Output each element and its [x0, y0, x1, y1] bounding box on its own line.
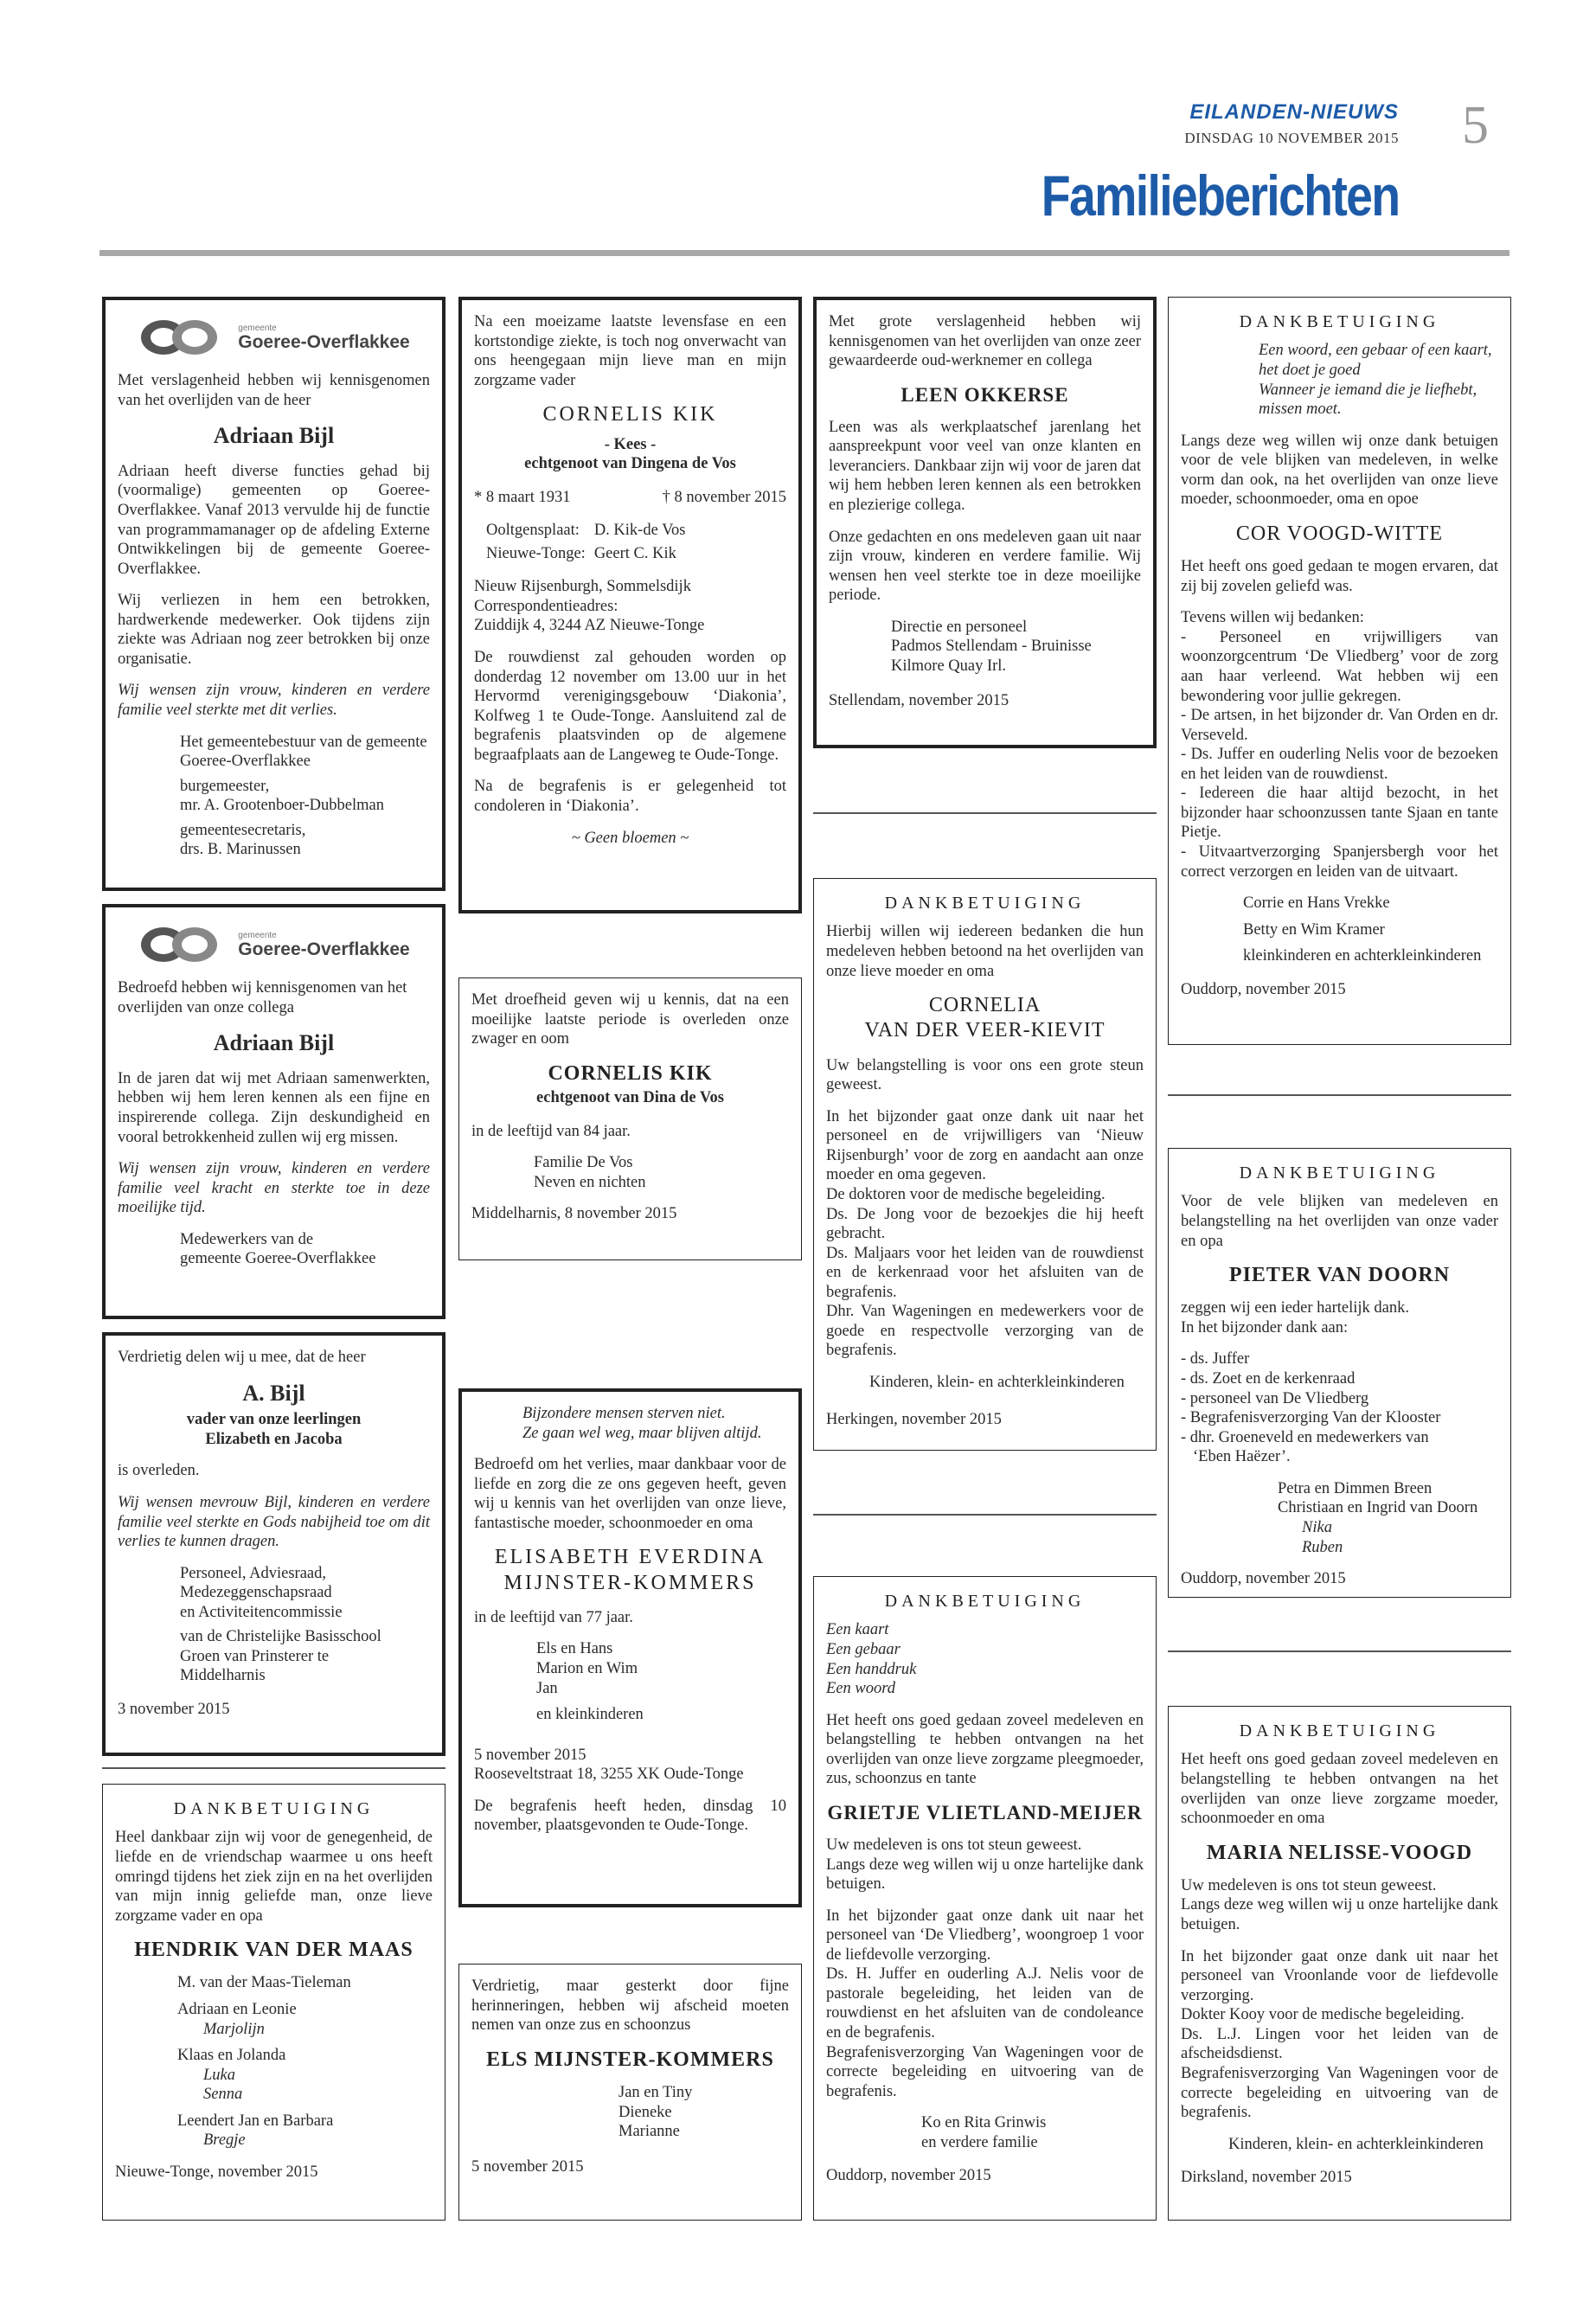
signatory: Middelharnis — [180, 1667, 266, 1685]
family-member: Jan — [536, 1679, 558, 1697]
notice-paragraph: De begrafenis heeft heden, dinsdag 10 november, plaatsgevonden te Oude-Tonge. — [474, 1797, 786, 1835]
signatory: burgemeester, — [180, 777, 270, 795]
quote: missen moet. — [1259, 401, 1342, 419]
signatory: kleinkinderen en achterkleinkinderen — [1243, 947, 1482, 965]
notice-paragraph: In de jaren dat wij met Adriaan samenwerkten, hebben wij hem leren kennen als een fijne en inspirerende collega. Zijn deskundigheid en vooral betrokkenheid zullen wij erg missen. — [118, 1069, 430, 1146]
signatory: en Activiteitencommissie — [180, 1603, 343, 1621]
column-divider — [102, 1767, 445, 1769]
notice-paragraph: Ds. Maljaars voor het leiden van de rouwdienst en de kerkenraad voor het afsluiten van de begrafenis. — [826, 1244, 1144, 1301]
notice-paragraph: Uw medeleven is ons tot steun geweest. — [1181, 1876, 1437, 1894]
deceased-name: CORNELIS KIK — [542, 403, 718, 426]
signatory: Kilmore Quay Irl. — [891, 657, 1007, 675]
signatory: Medezeggenschapsraad — [180, 1584, 332, 1602]
notice-maria-nelisse-voogd — [1168, 1706, 1511, 2221]
section-title: Familieberichten — [1041, 163, 1399, 228]
notice-paragraph: Heel dankbaar zijn wij voor de genegenheid, de liefde en de vriendschap waarmee u ons heeft omringd tijdens het ziek zijn en na het overlijden van mijn innig geliefde man, onze lieve zorgzame vader en opa — [115, 1829, 433, 1925]
quote: Een gebaar — [826, 1640, 901, 1658]
thanks-item: - Begrafenisverzorging Van der Klooster — [1181, 1409, 1441, 1427]
deceased-name: VAN DER VEER-KIEVIT — [864, 1019, 1106, 1042]
notice-intro: Verdrietig, maar gesterkt door fijne herinneringen, hebben wij afscheid moeten nemen van onze zus en schoonzus — [471, 1977, 789, 2035]
notice-intro: Met grote verslagenheid hebben wij kennisgenomen van het overlijden van onze zeer gewaardeerde oud-werknemer en collega — [829, 313, 1141, 370]
brand-logo: EILANDEN-NIEUWS — [1189, 100, 1399, 124]
family-member: Adriaan en Leonie — [177, 2001, 297, 2019]
notice-paragraph: Dhr. Van Wageningen en medewerkers voor de goede en respectvolle verzorging van de begrafenis. — [826, 1303, 1144, 1360]
notice-paragraph: Leen was als werkplaatschef jarenlang het aanspreekpunt voor veel van onze klanten en leveranciers. Dankbaar zijn wij voor de jaren dat wij hem hebben leren kennen als een betrokken en plezierige collega. — [829, 418, 1141, 514]
notice-paragraph: Tevens willen wij bedanken: — [1181, 609, 1364, 627]
notice-cornelis-kik-nephews — [458, 977, 802, 1260]
dankbetuiging-header: DANKBETUIGING — [173, 1799, 375, 1818]
notice-intro: Bedroefd om het verlies, maar dankbaar voor de liefde en zorg die ze ons gegeven heeft, geven wij u kennis van het overlijden van onze lieve, fantastische moeder, schoonmoeder en oma — [474, 1456, 786, 1532]
family-member: en kleinkinderen — [536, 1706, 644, 1724]
notice-paragraph: Begrafenisverzorging Van Wageningen voor de correcte begeleiding en uitvoering van de begrafenis. — [1181, 2064, 1498, 2122]
notice-paragraph: Uw belangstelling is voor ons een grote steun geweest. — [826, 1056, 1144, 1094]
signatory: Het gemeentebestuur van de gemeente Goeree-Overflakkee — [180, 733, 427, 771]
notice-intro: Na een moeizame laatste levensfase en een kortstondige ziekte, is toch nog onverwacht van ons heengegaan mijn lieve man en mijn zorgzame vader — [474, 313, 786, 389]
notice-paragraph: Langs deze weg willen wij u onze hartelijke dank betuigen. — [1181, 1896, 1498, 1934]
death-date: † 8 november 2015 — [662, 488, 786, 506]
signatory: en verdere familie — [921, 2133, 1038, 2151]
notice-place-date: Middelharnis, 8 november 2015 — [471, 1205, 677, 1223]
notice-paragraph: Na de begrafenis is er gelegenheid tot condoleren in ‘Diakonia’. — [474, 778, 786, 815]
signatory: Kinderen, klein- en achterkleinkinderen — [1228, 2135, 1484, 2153]
signatory: Padmos Stellendam - Bruinisse — [891, 638, 1092, 656]
notice-date: 5 november 2015 — [471, 2157, 584, 2176]
notice-date: 5 november 2015 — [474, 1746, 586, 1764]
gemeente-logo-text: Goeree-Overflakkee — [238, 331, 410, 352]
page-number: 5 — [1462, 96, 1489, 155]
family-member: M. van der Maas-Tieleman — [177, 1974, 351, 1992]
deceased-name: A. Bijl — [242, 1380, 305, 1406]
signatory: Familie De Vos — [534, 1154, 633, 1172]
signatory: gemeente Goeree-Overflakkee — [180, 1250, 376, 1268]
notice-paragraph: Uw medeleven is ons tot steun geweest. — [826, 1836, 1082, 1854]
notice-pieter-van-doorn — [1168, 1148, 1511, 1598]
thanks-item: - Personeel en vrijwilligers van woonzorgcentrum ‘De Vliedberg’ voor de zorg aan haar verleend. Wat hebben wij een bewondering voor jullie gekregen. — [1181, 628, 1498, 705]
deceased-name: CORNELIA — [928, 994, 1042, 1017]
notice-intro: Bedroefd hebben wij kennisgenomen van het overlijden van onze collega — [118, 979, 407, 1016]
quote: Een woord, een gebaar of een kaart, — [1259, 342, 1492, 360]
family-member: Luka — [203, 2066, 235, 2084]
notice-paragraph: De doktoren voor de medische begeleiding. — [826, 1185, 1106, 1203]
family-member: Leendert Jan en Barbara — [177, 2112, 334, 2130]
notice-intro: Verdrietig delen wij u mee, dat de heer — [118, 1349, 366, 1366]
family-member: Marion en Wim — [536, 1660, 638, 1678]
family-member: Senna — [203, 2086, 243, 2104]
notice-paragraph: Ds. L.J. Lingen voor het leiden van de afscheidsdienst. — [1181, 2025, 1498, 2063]
family-member: Bregje — [203, 2131, 246, 2150]
notice-paragraph: In het bijzonder gaat onze dank uit naar het personeel van Vroonlande voor de liefdevolle verzorging. — [1181, 1947, 1498, 2004]
notice-leen-okkerse — [813, 297, 1157, 748]
signatory: gemeentesecretaris, — [180, 821, 306, 839]
notice-place-date: Ouddorp, november 2015 — [826, 2167, 991, 2185]
address: Rooseveltstraat 18, 3255 XK Oude-Tonge — [474, 1766, 744, 1784]
header-divider — [99, 250, 1509, 256]
notice-wish: Wij wensen mevrouw Bijl, kinderen en verdere familie veel sterkte en Gods nabijheid toe om dit verlies te kunnen dragen. — [118, 1493, 430, 1551]
notice-paragraph: Wij verliezen in hem een betrokken, hardwerkende medewerker. Ook tijdens zijn ziekte was Adriaan nog zeer betrokken bij onze organisatie. — [118, 592, 430, 668]
notice-place-date: Ouddorp, november 2015 — [1181, 1570, 1346, 1588]
notice-wish: Wij wensen zijn vrouw, kinderen en verdere familie veel sterkte met dit verlies. — [118, 682, 430, 720]
quote: Ze gaan wel weg, maar blijven altijd. — [522, 1424, 762, 1442]
signatory: Personeel, Adviesraad, — [180, 1564, 327, 1582]
notice-paragraph: Ds. H. Juffer en ouderling A.J. Nelis voor de pastorale begeleiding, het leiden van de rouwdienst en het afsluiten van de condoleance en de begrafenis. — [826, 1965, 1144, 2041]
notice-paragraph: In het bijzonder dank aan: — [1181, 1318, 1349, 1336]
address: Nieuw Rijsenburgh, Sommelsdijk — [474, 578, 691, 596]
notice-paragraph: Ds. De Jong voor de bezoekjes die hij heeft gebracht. — [826, 1205, 1144, 1243]
signatory: Betty en Wim Kramer — [1243, 920, 1385, 939]
quote: Een kaart — [826, 1621, 889, 1639]
thanks-item: - ds. Juffer — [1181, 1350, 1250, 1368]
deceased-name: CORNELIS KIK — [548, 1061, 713, 1085]
notice-date: 3 november 2015 — [118, 1701, 230, 1719]
notice-paragraph: In het bijzonder gaat onze dank uit naar het personeel en de vrijwilligers van ‘Nieuw Rijsenburgh’ voor de zorg en aandacht aan onze moeder en oma gegeven. — [826, 1107, 1144, 1184]
quote: het doet je goed — [1259, 361, 1361, 379]
signatory: Corrie en Hans Vrekke — [1243, 894, 1390, 913]
notice-elisabeth-mijnster-kommers — [458, 1388, 802, 1907]
signatory: Petra en Dimmen Breen — [1278, 1479, 1433, 1497]
family-place: Nieuwe-Tonge: — [486, 544, 586, 562]
notice-place-date: Dirksland, november 2015 — [1181, 2169, 1352, 2187]
notice-note: ~ Geen bloemen ~ — [571, 829, 689, 847]
deceased-name: COR VOOGD-WITTE — [1235, 522, 1444, 545]
thanks-item: ‘Eben Haëzer’. — [1193, 1448, 1291, 1466]
notice-els-mijnster-kommers — [458, 1964, 802, 2221]
notice-paragraph: De rouwdienst zal gehouden worden op donderdag 12 november om 13.00 uur in het Hervormd verenigingsgebouw ‘Diakonia’, Kolfweg 1 te Oude-Tonge. Aansluitend zal de begrafenis plaatsvinden op de algemene begraafplaats aan de Langeweg te Oude-Tonge. — [474, 649, 786, 764]
notice-grietje-vlietland-meijer — [813, 1576, 1157, 2221]
dankbetuiging-header: DANKBETUIGING — [884, 1592, 1086, 1611]
quote: Een handdruk — [826, 1660, 917, 1678]
notice-adriaan-bijl-collega — [102, 904, 445, 1319]
notice-paragraph: Adriaan heeft diverse functies gehad bij (voormalige) gemeenten op Goeree-Overflakkee. Vanaf 2013 vervulde hij de functie van programmamanager op de afdeling Externe Ontwikkelingen bij de gemeente Goeree-Overflakkee. — [118, 462, 430, 578]
gemeente-logo-small: gemeente — [238, 930, 277, 940]
notice-a-bijl-school — [102, 1332, 445, 1756]
notice-hendrik-van-der-maas — [102, 1784, 445, 2221]
notice-paragraph: in de leeftijd van 77 jaar. — [474, 1608, 633, 1626]
deceased-name: Adriaan Bijl — [213, 423, 335, 449]
signatory: Nika — [1302, 1518, 1332, 1536]
gemeente-logo-icon — [138, 316, 233, 359]
notice-cornelia-van-der-veer-kievit — [813, 878, 1157, 1451]
deceased-name: MIJNSTER-KOMMERS — [503, 1571, 757, 1594]
address: Correspondentieadres: — [474, 597, 619, 615]
thanks-item: - Ds. Juffer en ouderling Nelis voor de bezoeken en het leiden van de rouwdienst. — [1181, 746, 1498, 783]
notice-paragraph: Begrafenisverzorging Van Wageningen voor de correcte begeleiding en uitvoering van de begrafenis. — [826, 2043, 1144, 2100]
signatory: Neven en nichten — [534, 1173, 646, 1191]
notice-intro: Langs deze weg willen wij onze dank betuigen voor de vele blijken van medeleven, in welke vorm dan ook, na het overlijden van onze lieve moeder, schoonmoeder, oma en opoe — [1181, 432, 1498, 509]
signatory: Ko en Rita Grinwis — [921, 2114, 1047, 2132]
column-divider — [813, 812, 1157, 814]
signatory: Medewerkers van de — [180, 1230, 314, 1248]
notice-paragraph: Onze gedachten en ons medeleven gaan uit naar zijn vrouw, kinderen en verdere familie. Wij wensen hen veel sterkte toe in deze moeilijke periode. — [829, 528, 1141, 605]
gemeente-logo-text: Goeree-Overflakkee — [238, 939, 410, 959]
family-member: Marjolijn — [203, 2020, 265, 2038]
notice-paragraph: Langs deze weg willen wij u onze hartelijke dank betuigen. — [826, 1856, 1144, 1894]
gemeente-logo — [118, 316, 430, 359]
notice-paragraph: is overleden. — [118, 1462, 200, 1480]
thanks-item: - personeel van De Vliedberg — [1181, 1389, 1369, 1407]
thanks-item: - ds. Zoet en de kerkenraad — [1181, 1370, 1356, 1388]
notice-paragraph: in de leeftijd van 84 jaar. — [471, 1122, 631, 1140]
dankbetuiging-header: DANKBETUIGING — [1239, 312, 1440, 331]
gemeente-logo-icon — [138, 923, 233, 966]
signatory: mr. A. Grootenboer-Dubbelman — [180, 797, 384, 815]
notice-place-date: Herkingen, november 2015 — [826, 1410, 1002, 1428]
thanks-item: - Iedereen die haar altijd bezocht, in het bijzonder haar schoonzussen tante Sjaan en tante Pietje. — [1181, 785, 1498, 842]
family-member: Dieneke — [619, 2103, 672, 2121]
column-divider — [1168, 1650, 1511, 1652]
signatory: Groen van Prinsterer te — [180, 1647, 330, 1665]
signatory: Kinderen, klein- en achterkleinkinderen — [869, 1374, 1125, 1392]
column-divider — [813, 1514, 1157, 1516]
notice-intro: Het heeft ons goed gedaan zoveel medeleven en belangstelling te hebben ontvangen na het overlijden van onze lieve zorgzame moeder, schoonmoeder en oma — [1181, 1751, 1498, 1828]
family-member: D. Kik-de Vos — [593, 522, 686, 540]
notice-place-date: Stellendam, november 2015 — [829, 692, 1010, 710]
family-place: Ooltgensplaat: — [486, 522, 580, 540]
notice-wish: Wij wensen zijn vrouw, kinderen en verdere familie veel kracht en sterkte toe in deze moeilijke tijd. — [118, 1160, 430, 1217]
notice-intro: Het heeft ons goed gedaan zoveel medeleven en belangstelling te hebben ontvangen na het overlijden van onze lieve zorgzame pleegmoeder, zus, schoonzus en tante — [826, 1711, 1144, 1788]
quote: Wanneer je iemand die je liefhebt, — [1259, 381, 1477, 399]
notice-adriaan-bijl-gemeente — [102, 297, 445, 891]
gemeente-logo — [118, 923, 430, 966]
notice-place-date: Nieuwe-Tonge, november 2015 — [115, 2163, 318, 2181]
thanks-item: - dhr. Groeneveld en medewerkers van — [1181, 1428, 1429, 1446]
family-member: Geert C. Kik — [593, 544, 676, 562]
address: Zuiddijk 4, 3244 AZ Nieuwe-Tonge — [474, 617, 705, 635]
notice-intro: Met verslagenheid hebben wij kennisgenomen van het overlijden van de heer — [118, 372, 430, 409]
column-divider — [1168, 1094, 1511, 1096]
thanks-item: - De artsen, in het bijzonder dr. Van Orden en dr. Verseveld. — [1181, 707, 1498, 744]
notice-place-date: Ouddorp, november 2015 — [1181, 980, 1346, 998]
notice-paragraph: Het heeft ons goed gedaan te mogen ervaren, dat zij bij zovelen geliefd was. — [1181, 558, 1498, 595]
gemeente-logo-small: gemeente — [238, 323, 277, 333]
notice-paragraph: zeggen wij een ieder hartelijk dank. — [1181, 1299, 1410, 1317]
notice-intro: Hierbij willen wij iedereen bedanken die hun medeleven hebben betoond na het overlijden van onze lieve moeder en oma — [826, 923, 1144, 980]
notice-cor-voogd-witte — [1168, 297, 1511, 1045]
subtitle: Elizabeth en Jacoba — [205, 1430, 343, 1448]
quote: Een woord — [826, 1680, 895, 1698]
signatory: Christiaan en Ingrid van Doorn — [1278, 1499, 1478, 1517]
deceased-name: ELISABETH EVERDINA — [494, 1546, 766, 1569]
notice-intro: Voor de vele blijken van medeleven en belangstelling na het overlijden van onze vader en opa — [1181, 1193, 1498, 1250]
deceased-name: Adriaan Bijl — [213, 1030, 335, 1056]
dankbetuiging-header: DANKBETUIGING — [1239, 1163, 1440, 1183]
subtitle: vader van onze leerlingen — [186, 1411, 362, 1429]
issue-date: DINSDAG 10 NOVEMBER 2015 — [1184, 130, 1399, 146]
deceased-name: LEEN OKKERSE — [901, 383, 1069, 406]
notice-cornelis-kik-family — [458, 297, 802, 913]
signatory: Ruben — [1302, 1538, 1343, 1556]
deceased-name: PIETER VAN DOORN — [1228, 1264, 1451, 1287]
notice-intro: Met droefheid geven wij u kennis, dat na een moeilijke laatste periode is overleden onze zwager en oom — [471, 991, 789, 1048]
dankbetuiging-header: DANKBETUIGING — [1239, 1721, 1440, 1740]
deceased-name: MARIA NELISSE-VOOGD — [1206, 1841, 1473, 1864]
signatory: van de Christelijke Basisschool — [180, 1628, 381, 1646]
family-member: Els en Hans — [536, 1640, 613, 1658]
family-member: Klaas en Jolanda — [177, 2047, 286, 2065]
deceased-name: GRIETJE VLIETLAND-MEIJER — [827, 1801, 1143, 1823]
dankbetuiging-header: DANKBETUIGING — [884, 894, 1086, 913]
birth-date: * 8 maart 1931 — [474, 488, 571, 506]
family-member: Jan en Tiny — [619, 2083, 693, 2101]
subtitle: echtgenoot van Dina de Vos — [536, 1088, 724, 1106]
subtitle: echtgenoot van Dingena de Vos — [524, 455, 736, 473]
signatory: drs. B. Marinussen — [180, 841, 301, 859]
family-member: Marianne — [619, 2123, 680, 2141]
signatory: Directie en personeel — [891, 618, 1028, 636]
nickname: - Kees - — [604, 435, 657, 453]
notice-paragraph: In het bijzonder gaat onze dank uit naar het personeel van ‘De Vliedberg’, woongroep 1 voor de liefdevolle verzorging. — [826, 1907, 1144, 1964]
notice-paragraph: Dokter Kooy voor de medische begeleiding. — [1181, 2006, 1465, 2024]
deceased-name: HENDRIK VAN DER MAAS — [134, 1939, 413, 1962]
quote: Bijzondere mensen sterven niet. — [522, 1405, 726, 1422]
deceased-name: ELS MIJNSTER-KOMMERS — [486, 2048, 774, 2071]
thanks-item: - Uitvaartverzorging Spanjersbergh voor het correct verzorgen en leiden van de uitvaart. — [1181, 843, 1498, 881]
